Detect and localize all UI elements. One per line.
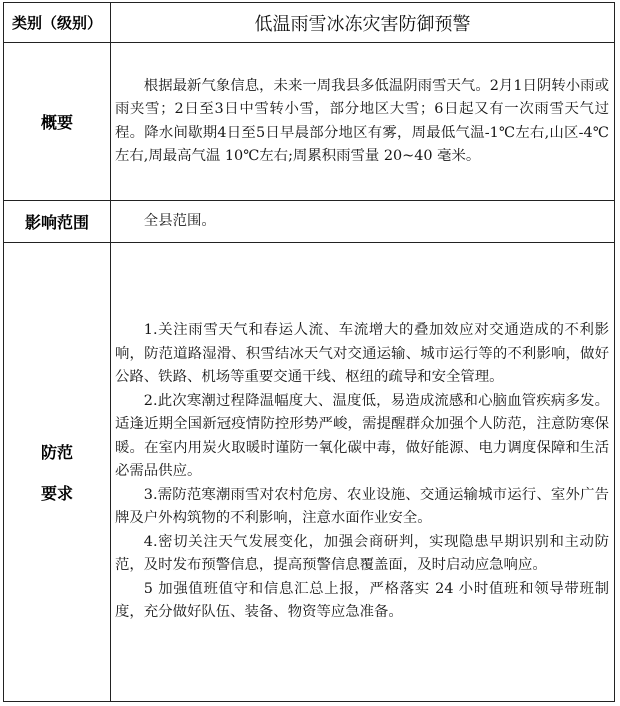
overview-text: 根据最新气象信息，未来一周我县多低温阴雨雪天气。2月1日阴转小雨或雨夹雪；2日至3日中雪转小雪，部分地区大雪；6日起又有一次雨雪天气过程。降水间歇期4日至5日早晨部分地区有雾，周最低气温-1℃左右,山区-4℃左右,周最高气温 10℃左右;周累积雨雪量 20~40 毫米。 <box>115 77 609 164</box>
requirements-row <box>4 243 615 702</box>
overview-cell <box>111 43 615 201</box>
requirement-item-3: 3.需防范寒潮雨雪对农村危房、农业设施、交通运输城市运行、室外广告牌及户外构筑物的不利影响，注意水面作业安全。 <box>115 486 609 527</box>
scope-cell <box>111 201 615 243</box>
requirements-label-line1: 防范 <box>40 443 73 462</box>
requirement-item-2: 2.此次寒潮过程降温幅度大、温度低，易造成流感和心脑血管疾病多发。适逢近期全国新冠疫情防控形势严峻，需提醒群众加强个人防范，注意防寒保暖。在室内用炭火取暖时谨防一氧化碳中毒，做好能源、电力调度保障和生活必需品供应。 <box>115 392 609 480</box>
warning-table <box>3 2 615 702</box>
overview-label: 概要 <box>4 43 111 201</box>
requirement-item-5: 5 加强值班值守和信息汇总上报，严格落实 24 小时值班和领导带班制度，充分做好队伍、装备、物资等应急准备。 <box>115 580 609 621</box>
requirements-label <box>4 243 111 702</box>
overview-row <box>4 43 615 201</box>
scope-text: 全县范围。 <box>143 212 216 229</box>
requirement-item-4: 4.密切关注天气发展变化，加强会商研判，实现隐患早期识别和主动防范，及时发布预警信息，提高预警信息覆盖面，及时启动应急响应。 <box>115 533 609 574</box>
requirement-item-1: 1.关注雨雪天气和春运人流、车流增大的叠加效应对交通造成的不利影响，防范道路湿滑、积雪结冰天气对交通运输、城市运行等的不利影响，做好公路、铁路、机场等重要交通干线、枢纽的疏导和安全管理。 <box>115 322 609 386</box>
scope-label: 影响范围 <box>4 201 111 243</box>
category-label: 类别（级别） <box>4 3 111 43</box>
requirements-label-line2: 要求 <box>40 484 73 503</box>
requirements-cell <box>111 243 615 702</box>
warning-title: 低温雨雪冰冻灾害防御预警 <box>111 3 615 43</box>
scope-row <box>4 201 615 243</box>
header-row <box>4 3 615 43</box>
